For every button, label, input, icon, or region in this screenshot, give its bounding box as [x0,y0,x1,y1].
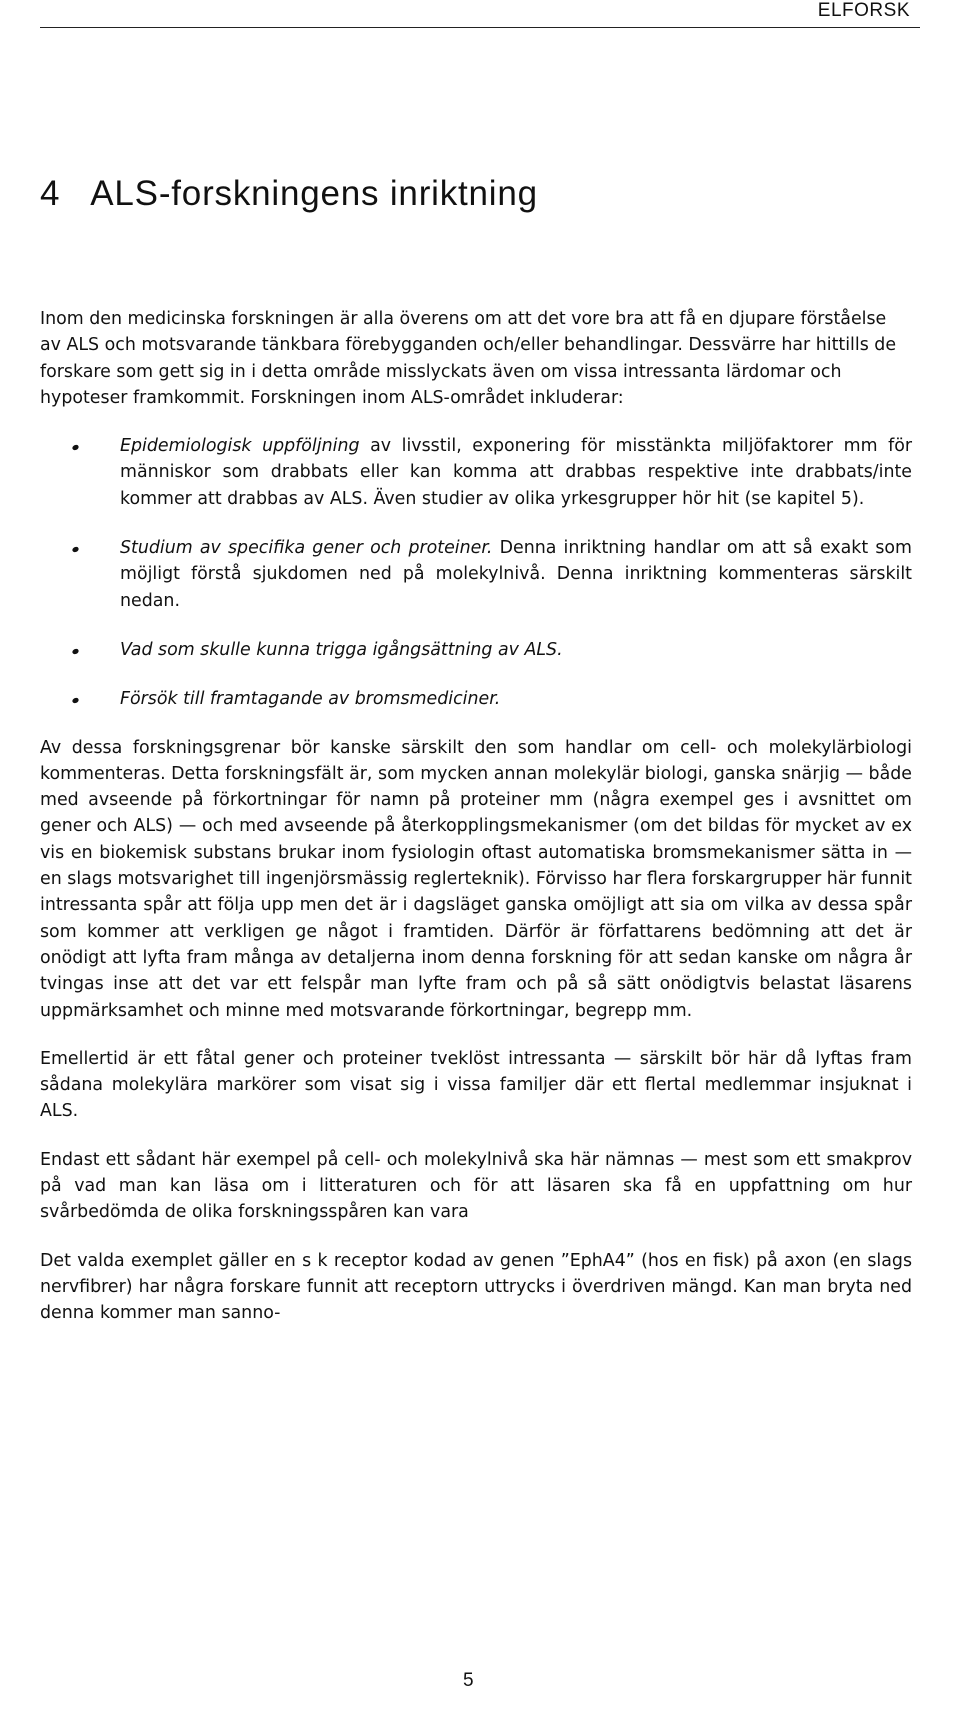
list-item-emphasis: Vad som skulle kunna trigga igångsättning av ALS. [120,639,563,660]
body-paragraph: Det valda exemplet gäller en s k receptor kodad av genen ”EphA4” (hos en fisk) på axon (en slags nervfibrer) har några forskare funnit att receptorn uttrycks i överdriven mängd. Kan man bryta ned denna kommer man sanno- [40,1250,912,1324]
bullet-icon [71,546,79,553]
research-list [40,433,912,712]
header-rule [40,27,920,28]
bullet-icon [71,697,79,704]
list-item [40,686,912,712]
chapter-title-text: ALS-forskningens inriktning [90,174,538,213]
bullet-icon [71,648,79,655]
list-item-emphasis: Epidemiologisk uppföljning [120,436,360,457]
list-item-emphasis: Studium av specifika gener och proteiner. [120,538,493,559]
list-item [40,637,912,663]
list-item-text: av livsstil, exponering för misstänkta miljöfaktorer mm för människor som drabbats eller kan komma att drabbas respektive inte drabbats/inte kommer att drabbas av ALS. Även studier av olika yrkesgrupper hör hit (se kapitel 5). [120,436,913,509]
body-paragraph: Emellertid är ett fåtal gener och proteiner tveklöst intressanta — särskilt bör här då lyftas fram sådana molekylära markörer som visat sig i vissa familjer där ett flertal medlemmar insjuknat i ALS. [40,1048,912,1122]
bullet-icon [71,444,79,451]
body-content [40,306,912,1349]
list-item [40,535,912,614]
list-item-text: Denna inriktning handlar om att så exakt som möjligt förstå sjukdomen ned på molekylnivå. Denna inriktning kommenteras särskilt nedan. [120,538,912,611]
page-number: 5 [463,1670,474,1691]
chapter-title [40,174,538,214]
body-paragraph: Av dessa forskningsgrenar bör kanske särskilt den som handlar om cell- och molekylärbiologi kommenteras. Detta forskningsfält är, som mycken annan molekylär biologi, ganska snärjig — både med avseende på förkortningar för namn på proteiner mm (några exempel ges i avsnittet om gener och ALS) — och med avseende på återkopplingsmekanismer (om det bildas för mycket av ex vis en biokemisk substans brukar inom fysiologin oftast automatiska bromsmekanismer sätta in — en slags motsvarighet till ingenjörsmässig reglerteknik). Förvisso har flera forskargrupper här funnit intressanta spår att följa upp men det är i dagsläget ganska omöjligt att sia om vilka av dessa spår som kommer att verkligen ge något i framtiden. Därför är författarens bedömning att det är onödigt att lyfta fram många av detaljerna inom denna forskning för att sedan kanske om några år tvingas inse att det var ett felspår man lyfte fram och på så sätt onödigtvis belastat läsarens uppmärksamhet och minne med motsvarande förkortningar, begrepp mm. [40,737,912,1021]
chapter-number: 4 [40,174,61,213]
list-item-emphasis: Försök till framtagande av bromsmediciner. [120,689,501,710]
body-paragraph: Endast ett sådant här exempel på cell- och molekylnivå ska här nämnas — mest som ett smakprov på vad man kan läsa om i litteraturen och för att läsaren ska få en uppfattning om hur svårbedömda de olika forskningsspåren kan vara [40,1149,912,1223]
list-item [40,433,912,512]
intro-paragraph: Inom den medicinska forskningen är alla överens om att det vore bra att få en djupare förståelse av ALS och motsvarande tänkbara förebygganden och/eller behandlingar. Dessvärre har hittills de forskare som gett sig in i detta område misslyckats även om vissa intressanta lärdomar och hypoteser framkommit. Forskningen inom ALS-området inkluderar: [40,309,897,408]
running-header: ELFORSK [817,0,910,21]
